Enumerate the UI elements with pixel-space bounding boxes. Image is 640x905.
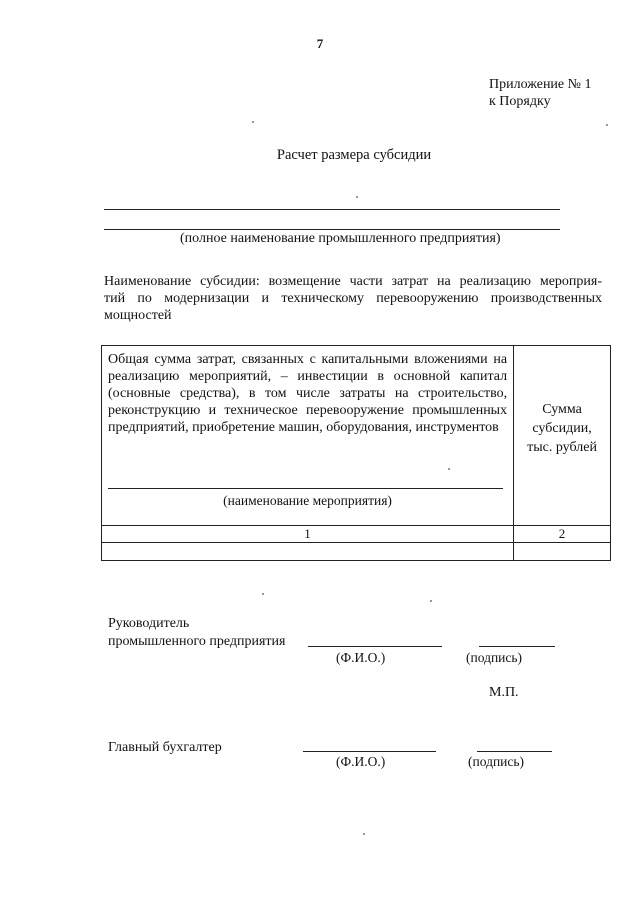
activity-cell[interactable]: [102, 543, 514, 561]
subsidy-amount-cell[interactable]: [514, 543, 611, 561]
scan-speck: [430, 600, 432, 602]
subsidy-name-line-1: Наименование субсидии: возмещение части затрат на реализацию мероприя-: [104, 274, 602, 289]
enterprise-name-caption: (полное наименование промышленного предприятия): [180, 231, 501, 246]
subsidy-amount-label-1: Сумма: [542, 402, 582, 417]
subsidy-calculation-table: [101, 345, 611, 561]
scan-speck: [448, 468, 450, 470]
table-column-numbers-row: [102, 526, 611, 543]
accountant-signature-line[interactable]: [477, 751, 552, 752]
accountant-signatory-label: Главный бухгалтер: [108, 740, 222, 755]
head-label-line-1: Руководитель: [108, 616, 190, 631]
column-number-2: 2: [514, 526, 611, 543]
subsidy-name-rest: тий по модернизации и техническому перевооружению производственных мощностей: [104, 291, 602, 323]
activity-name-caption: (наименование мероприятия): [223, 493, 392, 508]
table-header-subsidy-amount: [514, 346, 611, 526]
accountant-signature-caption: (подпись): [468, 754, 525, 769]
table-header-costs: [102, 346, 514, 526]
head-fio-caption: (Ф.И.О.): [336, 650, 386, 665]
costs-description: Общая сумма затрат, связанных с капитальными вложениями на реализацию мероприятий, – инвестиции в основной капитал (основные средства), в том числе затраты на строительство, реконструкцию и техническое перевооружение промышленных предприятий, приобретение машин, оборудования, инструментов: [108, 352, 508, 435]
appendix-reference: [489, 76, 592, 110]
scan-speck: [606, 124, 608, 126]
appendix-line-1: Приложение № 1: [489, 77, 592, 92]
subsidy-name: [104, 273, 602, 324]
table-header-row: [102, 346, 611, 526]
scan-speck: [363, 833, 365, 835]
activity-name-line: [108, 488, 503, 489]
appendix-line-2: к Порядку: [489, 94, 551, 109]
scan-speck: [262, 593, 264, 595]
subsidy-amount-label-3: тыс. рублей: [527, 440, 597, 455]
table-row: [102, 543, 611, 561]
accountant-fio-line[interactable]: [303, 751, 436, 752]
page-number: 7: [316, 36, 324, 51]
subsidy-amount-label-2: субсидии,: [532, 421, 592, 436]
column-number-1: 1: [102, 526, 514, 543]
scan-speck: [356, 196, 358, 198]
accountant-fio-caption: (Ф.И.О.): [336, 754, 386, 769]
head-signature-line[interactable]: [479, 646, 555, 647]
head-signatory-label: [108, 615, 285, 651]
head-label-line-2: промышленного предприятия: [108, 634, 286, 649]
scan-speck: [252, 121, 254, 123]
head-fio-line[interactable]: [308, 646, 442, 647]
enterprise-name-line-2: [104, 229, 560, 230]
enterprise-name-line-1: [104, 209, 560, 210]
head-signature-caption: (подпись): [466, 650, 523, 665]
document-title: Расчет размера субсидии: [276, 147, 432, 163]
stamp-place: М.П.: [489, 685, 519, 700]
